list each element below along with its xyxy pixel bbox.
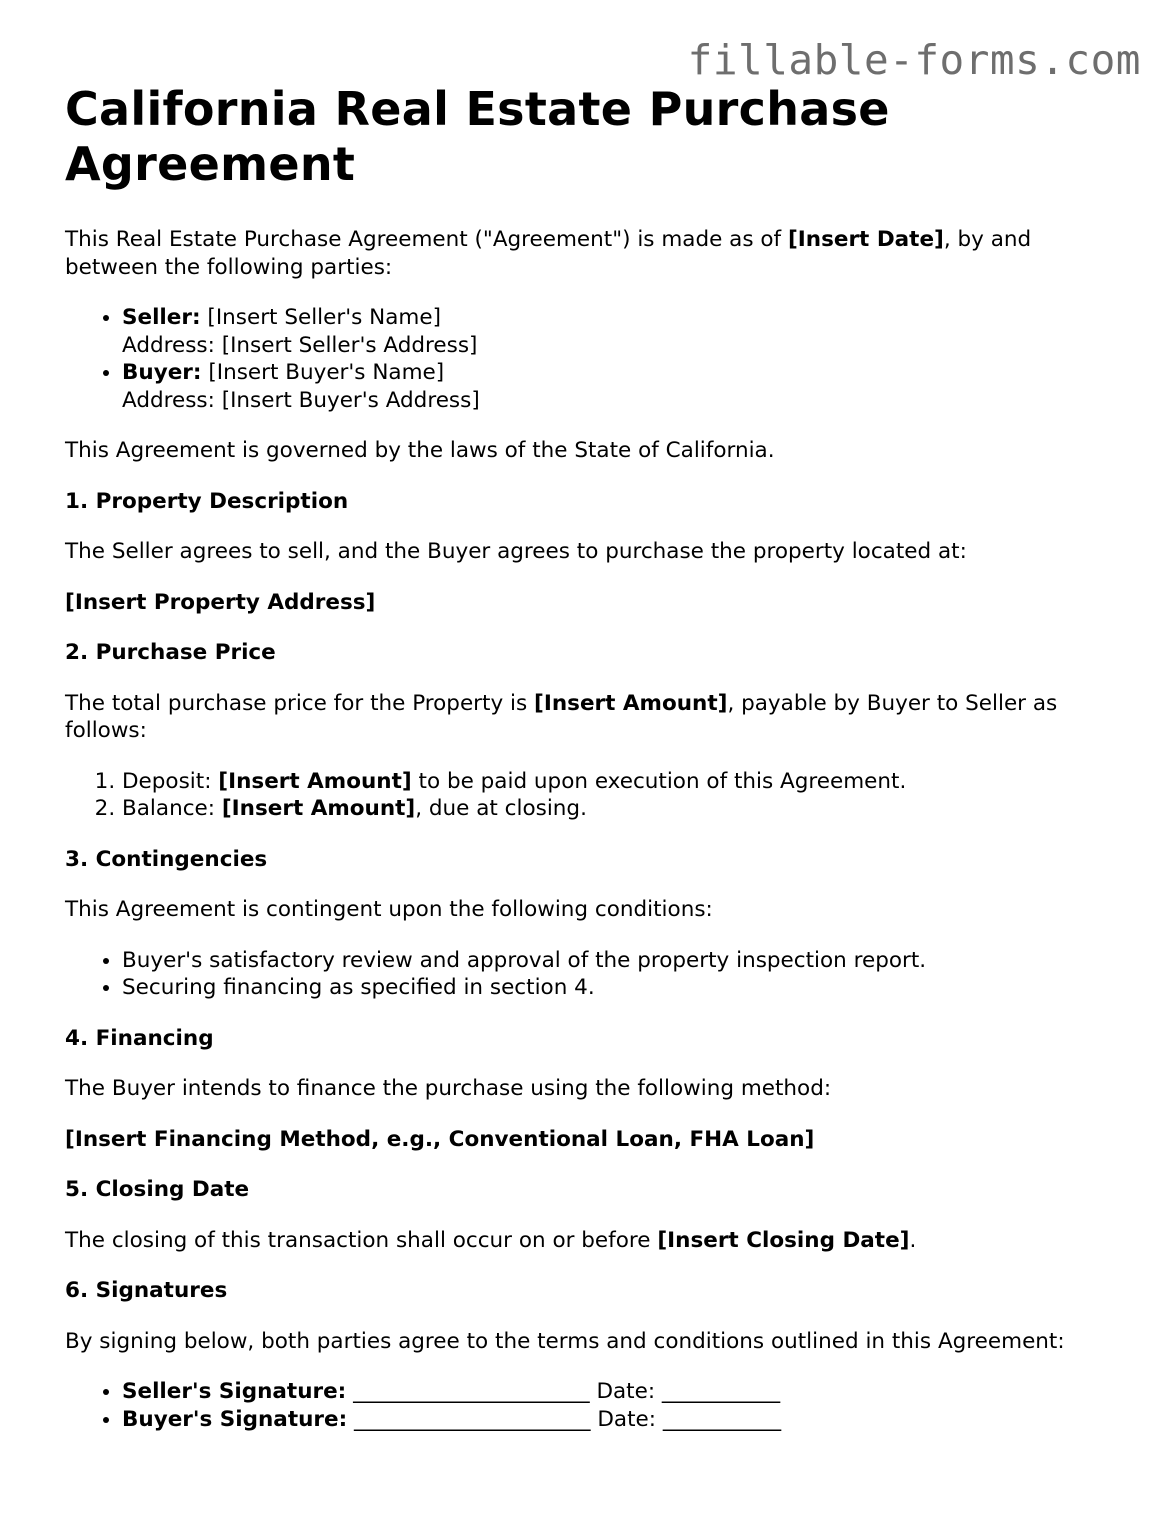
payment-item-balance (122, 795, 1125, 823)
signature-item-buyer (122, 1406, 1125, 1434)
payment-amount: [Insert Amount] (221, 796, 416, 821)
financing-text: The Buyer intends to finance the purchase using the following method: (65, 1076, 832, 1101)
signature-label: Buyer's Signature: (122, 1406, 348, 1432)
signature-label: Seller's Signature: (122, 1379, 347, 1404)
property-text: The Seller agrees to sell, and the Buyer agrees to purchase the property located at: (65, 539, 967, 564)
signatures-list (65, 1378, 1125, 1433)
payment-suffix: to be paid upon execution of this Agreement. (411, 768, 907, 794)
payment-prefix: Balance: (122, 796, 222, 821)
contingencies-text: This Agreement is contingent upon the following conditions: (65, 897, 713, 922)
section-heading-property: 1. Property Description (65, 488, 349, 514)
closing-text (65, 1227, 1125, 1255)
signature-item-seller (122, 1378, 1125, 1406)
party-buyer (122, 359, 1125, 414)
signature-line[interactable]: ______________________ (346, 1379, 597, 1404)
contingency-item: • Securing financing as specified in section 4. (122, 974, 1125, 1002)
price-text-suffix: , payable by Buyer to Seller as follows: (65, 690, 1058, 743)
section-heading-price: 2. Purchase Price (65, 640, 276, 665)
party-address: Address: [Insert Seller's Address] (122, 332, 478, 358)
section-heading-contingencies: 3. Contingencies (65, 846, 268, 872)
closing-text-suffix: . (909, 1227, 917, 1253)
price-text (65, 690, 1125, 745)
contingency-item: • Buyer's satisfactory review and approval of the property inspection report. (122, 947, 1125, 975)
payment-prefix: Deposit: (122, 768, 219, 794)
closing-text-prefix: The closing of this transaction shall occur on or before (65, 1227, 658, 1253)
document (65, 82, 1125, 1456)
payment-suffix: , due at closing. (415, 796, 587, 821)
price-amount-placeholder: [Insert Amount] (534, 690, 728, 716)
date-placeholder: [Insert Date] (787, 227, 944, 252)
party-name: [Insert Buyer's Name] (201, 360, 445, 385)
signatures-text: By signing below, both parties agree to the terms and conditions outlined in this Agreement: (65, 1328, 1065, 1354)
party-name: [Insert Seller's Name] (200, 305, 441, 330)
property-placeholder: [Insert Property Address] (65, 589, 376, 615)
watermark: fillable-forms.com (687, 36, 1141, 84)
section-heading-financing: 4. Financing (65, 1025, 214, 1051)
governing-law: This Agreement is governed by the laws of the State of California. (65, 438, 775, 463)
party-address: Address: [Insert Buyer's Address] (122, 387, 480, 413)
financing-placeholder: [Insert Financing Method, e.g., Conventional Loan, FHA Loan] (65, 1126, 815, 1152)
contingencies-list (65, 947, 1125, 1002)
payment-item-deposit (122, 768, 1125, 796)
intro-prefix: This Real Estate Purchase Agreement ("Agreement") is made as of (65, 227, 788, 252)
property-address-placeholder (65, 589, 1125, 617)
party-label: Buyer: (122, 360, 202, 385)
section-heading-closing: 5. Closing Date (65, 1177, 250, 1202)
intro-suffix: , by and between the following parties: (65, 227, 1032, 280)
signature-date[interactable]: Date: ___________ (597, 1406, 782, 1432)
section-heading-signatures: 6. Signatures (65, 1278, 228, 1303)
financing-method-placeholder (65, 1126, 1125, 1154)
document-title: California Real Estate Purchase Agreement (65, 82, 890, 191)
payment-amount: [Insert Amount] (218, 768, 412, 794)
price-text-prefix: The total purchase price for the Property is (65, 690, 535, 716)
signature-date[interactable]: Date: ___________ (596, 1379, 781, 1404)
closing-date-placeholder: [Insert Closing Date] (657, 1227, 910, 1253)
party-seller (122, 304, 1125, 359)
intro-paragraph (65, 226, 1125, 281)
parties-list (65, 304, 1125, 414)
payment-list (65, 768, 1125, 823)
party-label: Seller: (122, 305, 201, 330)
signature-line[interactable]: ______________________ (347, 1406, 598, 1432)
